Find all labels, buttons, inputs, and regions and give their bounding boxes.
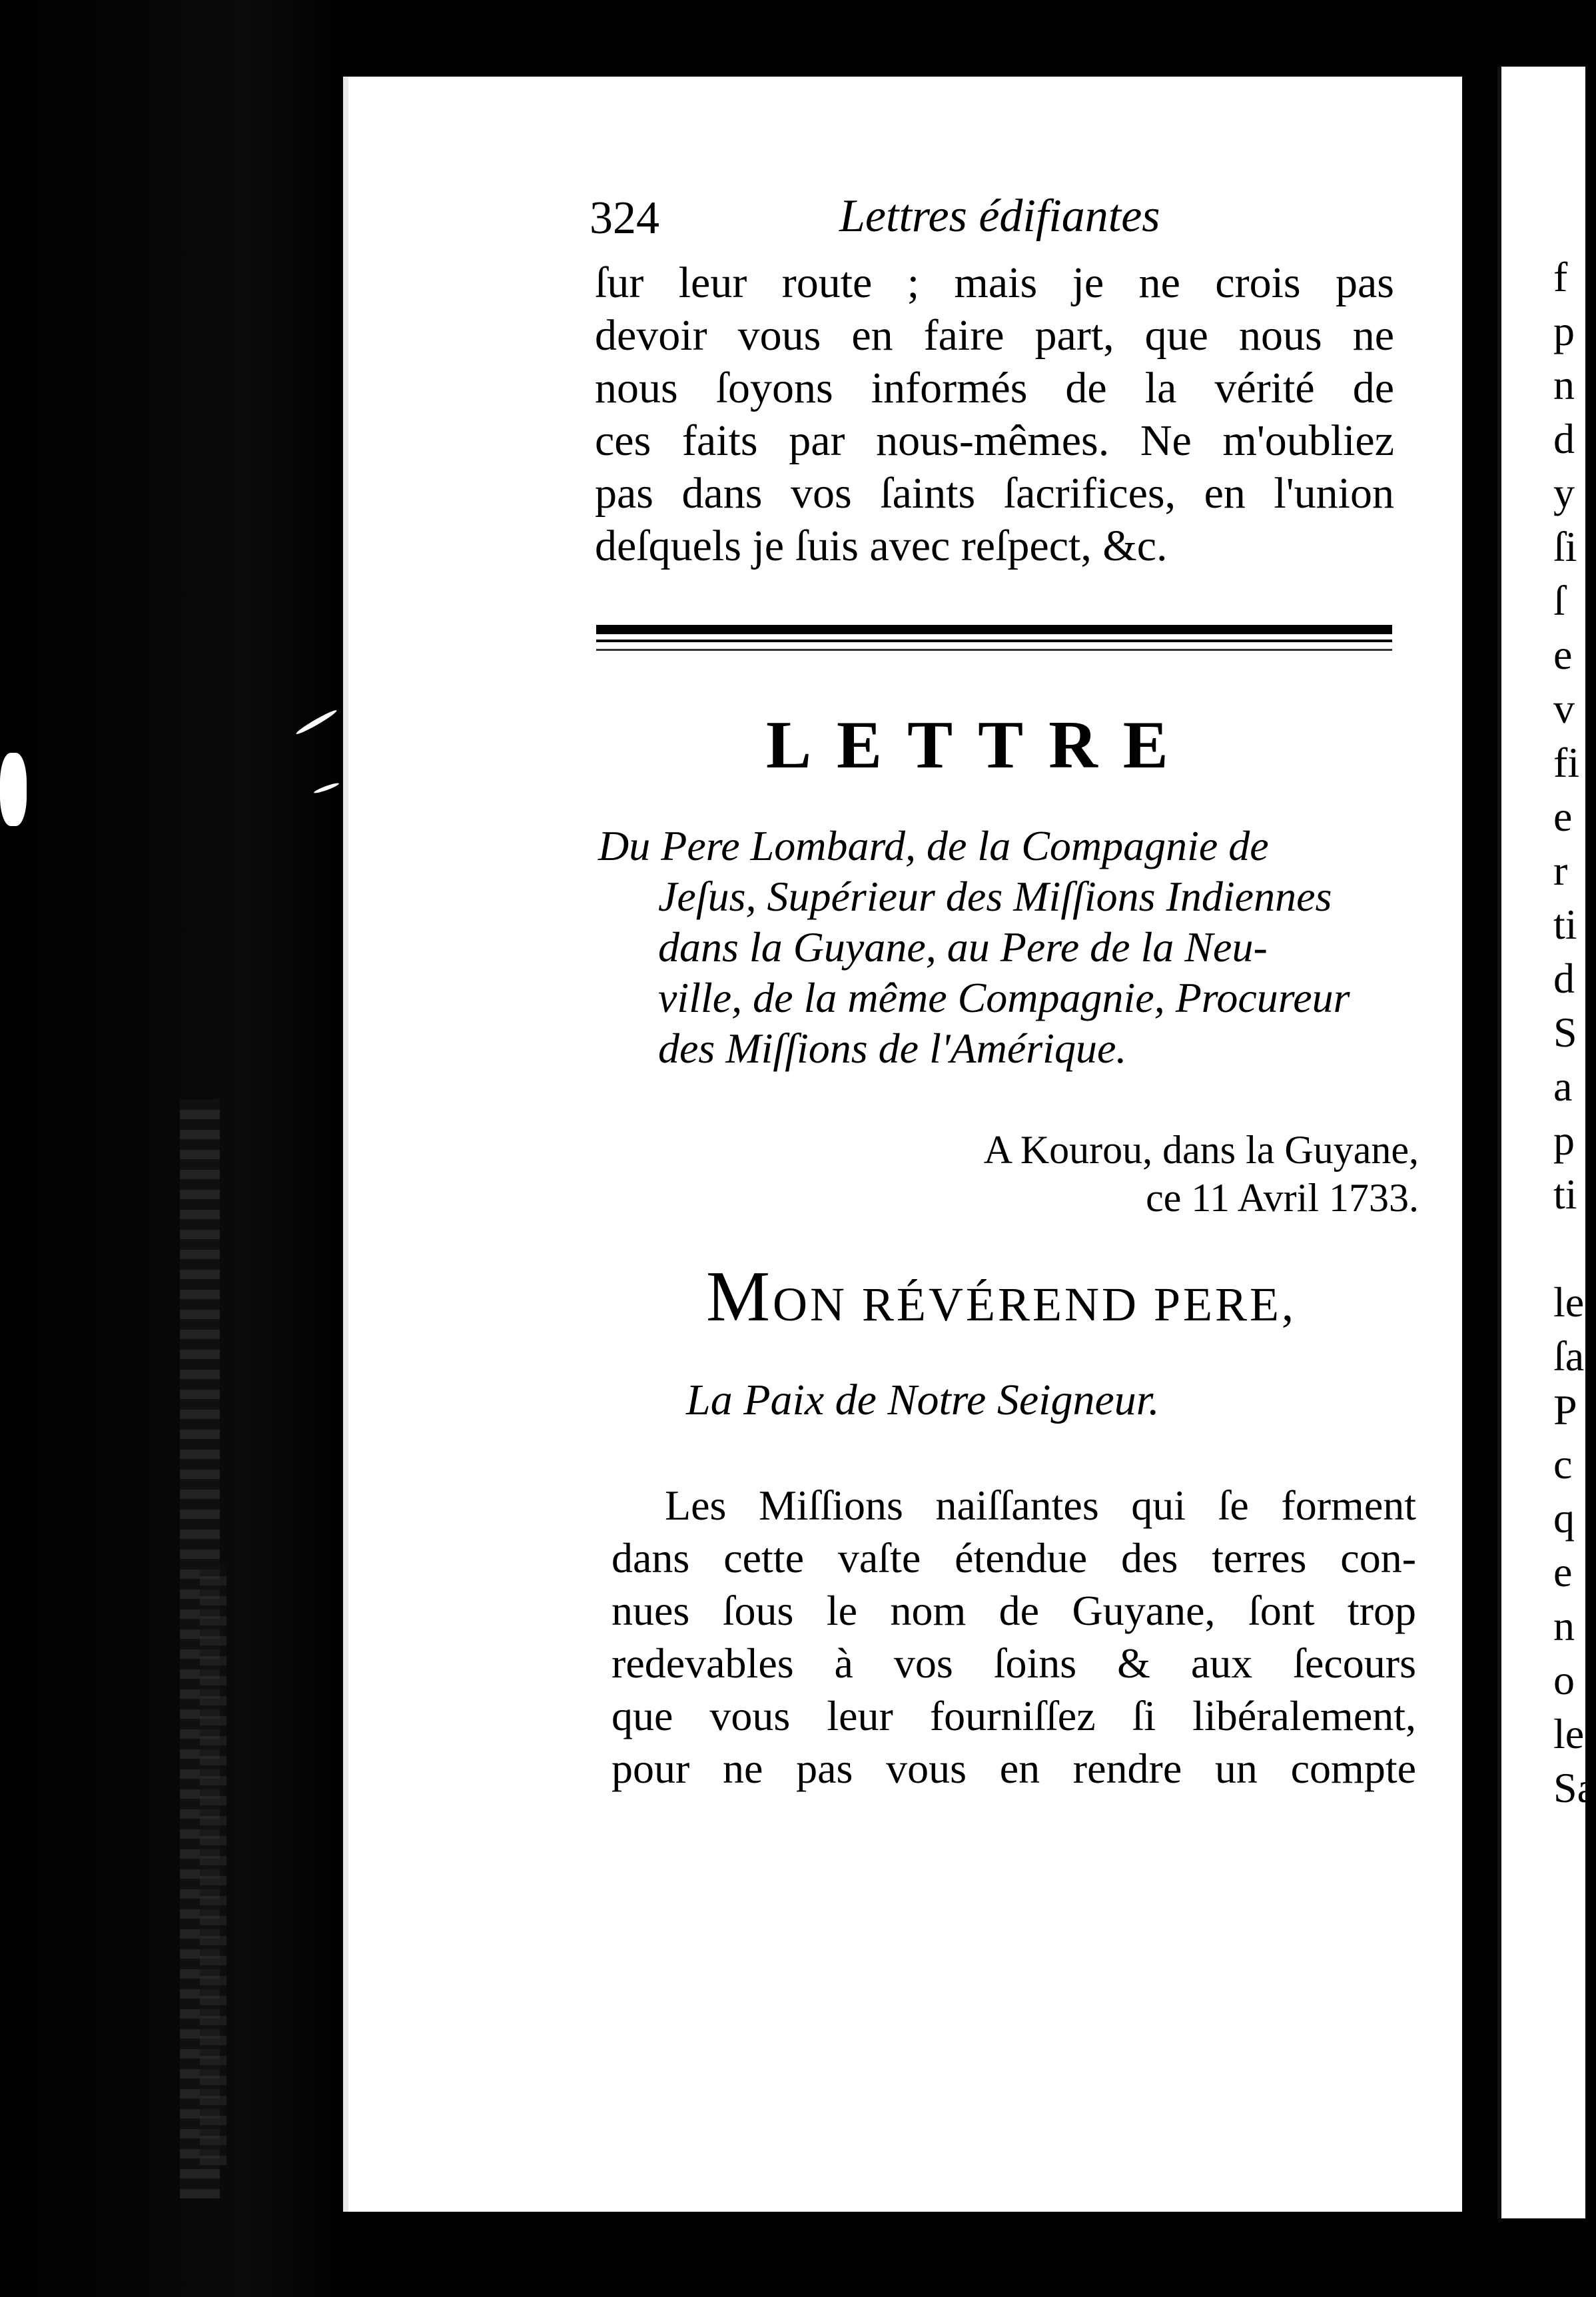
facing-page-fragment: S [1553,1009,1577,1056]
salutation-text: ON RÉVÉREND PERE, [773,1278,1297,1331]
facing-page-fragment: ti [1553,1170,1577,1218]
facing-page-fragment: p [1553,1117,1575,1164]
text-line: dans cette vaſte étendue des terres con- [611,1534,1416,1582]
facing-page-fragment: ſ [1553,577,1565,624]
facing-page-fragment: P [1553,1386,1577,1434]
section-rule-thin [596,649,1392,651]
facing-page-fragment: ti [1553,901,1577,948]
facing-page-fragment: v [1553,685,1575,732]
section-rule-thin [596,640,1392,642]
continuation-text [595,256,1394,572]
facing-page-fragment: e [1553,793,1573,840]
heading-line: des Miſſions de l'Amérique. [658,1025,1127,1072]
facing-page-fragment: d [1553,415,1575,462]
text-line: redevables à vos ſoins & aux ſecours [611,1639,1416,1687]
body-paragraph [611,1479,1416,1795]
facing-page-fragment: d [1553,955,1575,1002]
facing-page-fragment: le [1553,1278,1585,1326]
facing-page-fragment: q [1553,1494,1575,1542]
heading-line: Jeſus, Supérieur des Miſſions Indiennes [658,873,1332,920]
page-number: 324 [590,193,659,244]
text-line: que vous leur fourniſſez ſi libéralement, [611,1692,1416,1739]
facing-page-fragment: c [1553,1440,1573,1488]
facing-page-fragment [1553,1221,1593,1275]
facing-page-fragment: f [1553,253,1568,300]
facing-page-fragment: ſi [1553,523,1577,570]
text-line: deſquels je ſuis avec reſpect, &c. [595,522,1168,570]
dateline [913,1126,1419,1222]
facing-page-fragment: n [1553,1602,1575,1649]
text-line: pas dans vos ſaints ſacrifices, en l'union [595,469,1394,518]
salutation-initial: M [706,1257,773,1336]
facing-page-fragment: e [1553,1548,1573,1596]
facing-page-text [1553,250,1596,1815]
facing-page-fragment: p [1553,307,1575,354]
scan-artifact [0,753,27,826]
facing-page-fragment: Sa [1553,1764,1596,1811]
facing-page-fragment: r [1553,847,1568,894]
heading-line: Du Pere Lombard, de la Compagnie de [598,822,1269,869]
text-line: Les Miſſions naiſſantes qui ſe forment [665,1482,1416,1529]
heading-line: dans la Guyane, au Pere de la Neu- [658,923,1268,971]
text-line: ſur leur route ; mais je ne crois pas [595,258,1394,307]
facing-page-fragment: o [1553,1656,1575,1703]
text-line: pour ne pas vous en rendre un compte [611,1745,1416,1792]
facing-page-fragment: ſa [1553,1332,1585,1380]
facing-page-fragment: y [1553,469,1575,516]
running-head: Lettres édifiantes [839,191,1160,242]
heading-line: ville, de la même Compagnie, Procureur [658,974,1350,1021]
salutation [706,1256,1296,1338]
facing-page-fragment: n [1553,361,1575,408]
text-line: devoir vous en faire part, que nous ne [595,311,1394,360]
text-line: ces faits par nous-mêmes. Ne m'oubliez [595,416,1394,465]
greeting: La Paix de Notre Seigneur. [686,1376,1160,1424]
facing-page-fragment: le [1553,1710,1585,1757]
letter-heading [598,821,1411,1074]
dateline-date: ce 11 Avril 1733. [1146,1176,1419,1220]
dateline-place: A Kourou, dans la Guyane, [983,1128,1419,1172]
text-line: nues ſous le nom de Guyane, ſont trop [611,1587,1416,1634]
letter-title: LETTRE [766,707,1194,783]
facing-page-fragment: fi [1553,739,1580,786]
book-gutter [0,0,346,2297]
section-rule [596,625,1392,634]
facing-page-fragment: e [1553,631,1573,678]
text-line: nous ſoyons informés de la vérité de [595,364,1394,412]
page-edge-stack-inner [200,1566,226,2165]
facing-page-fragment: a [1553,1063,1573,1110]
